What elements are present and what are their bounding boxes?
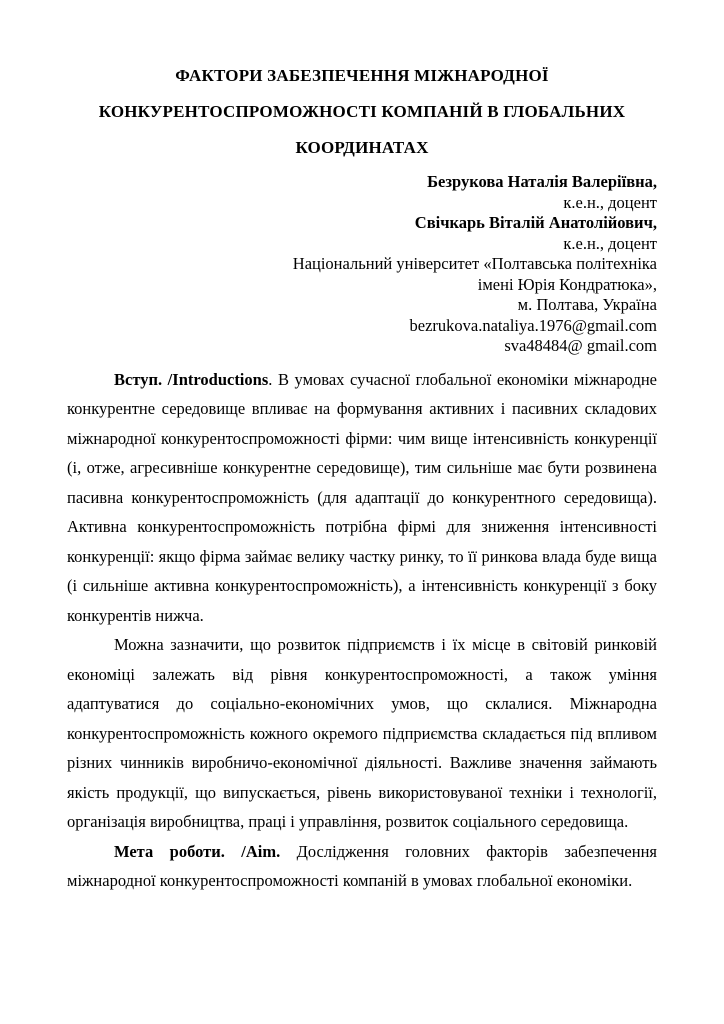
- author-name: Свічкарь Віталій Анатолійович,: [414, 213, 657, 232]
- paragraph-lead: Вступ. /Introductions: [114, 369, 269, 389]
- location-line: м. Полтава, Україна: [517, 295, 657, 314]
- paragraph-text: Дослідження головних факторів забезпечення міжнародної конкурентоспроможності компаній в умовах глобальної економіки.: [67, 841, 657, 890]
- document-title: [67, 58, 657, 166]
- author-degree: к.е.н., доцент: [563, 233, 657, 253]
- paragraph-lead: Мета роботи. /Aim.: [114, 841, 281, 861]
- author-degree: к.е.н., доцент: [563, 192, 657, 212]
- author-name: Безрукова Наталія Валеріївна,: [427, 172, 657, 191]
- document-title-line: ФАКТОРИ ЗАБЕЗПЕЧЕННЯ МІЖНАРОДНОЇ: [175, 66, 549, 85]
- author-email: sva48484@ gmail.com: [504, 336, 657, 355]
- paragraph-text: Можна зазначити, що розвиток підприємств і їх місце в світовій ринковій економіці залежать від рівня конкурентоспроможності, а також уміння адаптуватися до соціально-економічних умов, що склалися. Міжнародна конкурентоспроможність кожного окремого підприємства складається під впливом різних чинників виробничо-економічної діяльності. Важливе значення займають якість продукції, що випускається, рівень використовуваної техніки і технології, організація виробництва, праці і управління, розвиток соціального середовища.: [67, 635, 657, 831]
- paragraph-competitiveness-factors: [67, 630, 657, 837]
- paragraph-aim: [67, 837, 657, 896]
- affiliation-line: Національний університет «Полтавська політехніка: [292, 254, 657, 273]
- document-title-line: КООРДИНАТАХ: [295, 138, 429, 157]
- document-title-line: КОНКУРЕНТОСПРОМОЖНОСТІ КОМПАНІЙ В ГЛОБАЛЬНИХ: [98, 102, 626, 121]
- author-email: bezrukova.nataliya.1976@gmail.com: [409, 315, 657, 335]
- affiliation-line: імені Юрія Кондратюка»,: [477, 274, 657, 294]
- paragraph-text: . В умовах сучасної глобальної економіки міжнародне конкурентне середовище впливає на формування активних і пасивних складових міжнародної конкурентоспроможності фірми: чим вище інтенсивність конкуренції (і, отже, агресивніше конкурентне середовище), тим сильніше має бути розвинена пасивна конкурентоспроможність (для адаптації до конкурентного середовища). Активна конкурентоспроможність потрібна фірмі для зниження інтенсивності конкуренції: якщо фірма займає велику частку ринку, то її ринкова влада буде вища (і сильніше активна конкурентоспроможність), а інтенсивність конкуренції з боку конкурентів нижча.: [67, 369, 657, 625]
- paragraph-introduction: [67, 365, 657, 631]
- authors-block: [67, 172, 657, 357]
- document-body: [67, 365, 657, 896]
